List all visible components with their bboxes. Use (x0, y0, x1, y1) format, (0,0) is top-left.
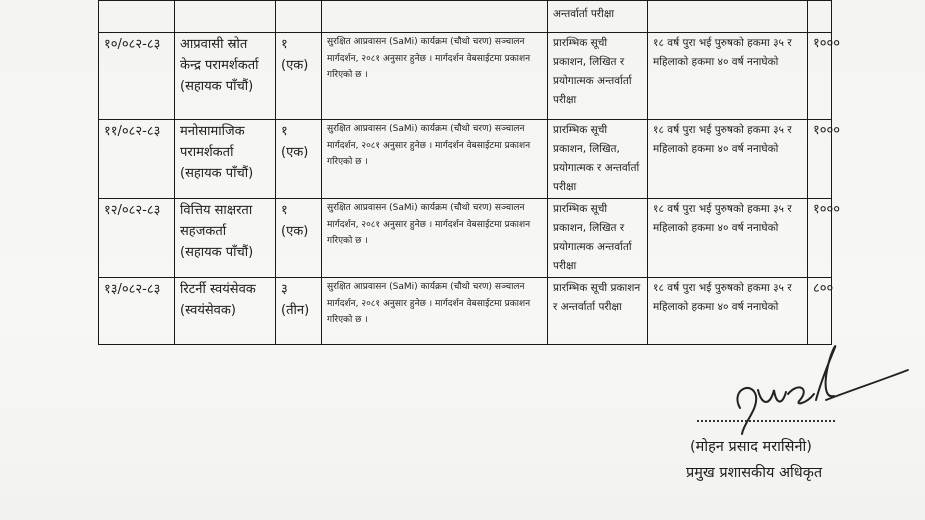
signatory-title: प्रमुख प्रशासकीय अधिकृत (686, 465, 823, 481)
count-cell: १ (एक) (276, 120, 322, 199)
post-cell: रिटर्नी स्वयंसेवक (स्वयंसेवक) (175, 278, 276, 345)
method-cell: अन्तर्वार्ता परीक्षा (548, 1, 648, 33)
table-row (99, 33, 832, 120)
description-cell: सुरक्षित आप्रवासन (SaMi) कार्यक्रम (चौथो चरण) सञ्चालन मार्गदर्शन, २०८१ अनुसार हुनेछ । मार्गदर्शन वेबसाईटमा प्रकाशन गरिएको छ । (322, 278, 548, 345)
age-cell: १८ वर्ष पुरा भई पुरुषको हकमा ३५ र महिलाको हकमा ४० वर्ष ननाघेको (648, 120, 808, 199)
post-cell: मनोसामाजिक परामर्शकर्ता (सहायक पाँचौं) (175, 120, 276, 199)
method-cell: प्रारम्भिक सूची प्रकाशन, लिखित र प्रयोगात्मक अन्तर्वार्ता परीक्षा (548, 33, 648, 120)
age-cell: १८ वर्ष पुरा भई पुरुषको हकमा ३५ र महिलाको हकमा ४० वर्ष ननाघेको (648, 33, 808, 120)
count-cell (276, 1, 322, 33)
post-cell (175, 1, 276, 33)
code-cell: १०/०८२-८३ (99, 33, 175, 120)
age-cell: १८ वर्ष पुरा भई पुरुषको हकमा ३५ र महिलाको हकमा ४० वर्ष ननाघेको (648, 199, 808, 278)
code-cell: ११/०८२-८३ (99, 120, 175, 199)
post-cell: वित्तिय साक्षरता सहजकर्ता (सहायक पाँचौं) (175, 199, 276, 278)
table-row (99, 120, 832, 199)
count-cell: १ (एक) (276, 199, 322, 278)
age-cell (648, 1, 808, 33)
code-cell (99, 1, 175, 33)
count-cell: ३ (तीन) (276, 278, 322, 345)
method-cell: प्रारम्भिक सूची प्रकाशन, लिखित र प्रयोगात्मक अन्तर्वार्ता परीक्षा (548, 199, 648, 278)
signature-line (697, 420, 835, 422)
method-cell: प्रारम्भिक सूची प्रकाशन, लिखित, प्रयोगात्मक र अन्तर्वार्ता परीक्षा (548, 120, 648, 199)
seats-cell: १००० (808, 120, 832, 199)
code-cell: १२/०८२-८३ (99, 199, 175, 278)
code-cell: १३/०८२-८३ (99, 278, 175, 345)
handwritten-signature (722, 330, 912, 440)
count-cell: १ (एक) (276, 33, 322, 120)
post-cell: आप्रवासी स्रोत केन्द्र परामर्शकर्ता (सहायक पाँचौं) (175, 33, 276, 120)
description-cell: सुरक्षित आप्रवासन (SaMi) कार्यक्रम (चौथो चरण) सञ्चालन मार्गदर्शन, २०८१ अनुसार हुनेछ । मार्गदर्शन वेबसाईटमा प्रकाशन गरिएको छ । (322, 33, 548, 120)
seats-cell: १००० (808, 199, 832, 278)
seats-cell (808, 1, 832, 33)
description-cell (322, 1, 548, 33)
table-row-fragment (99, 1, 832, 33)
description-cell: सुरक्षित आप्रवासन (SaMi) कार्यक्रम (चौथो चरण) सञ्चालन मार्गदर्शन, २०८१ अनुसार हुनेछ । मार्गदर्शन वेबसाईटमा प्रकाशन गरिएको छ । (322, 199, 548, 278)
age-cell: १८ वर्ष पुरा भई पुरुषको हकमा ३५ र महिलाको हकमा ४० वर्ष ननाघेको (648, 278, 808, 345)
seats-cell: १००० (808, 33, 832, 120)
method-cell: प्रारम्भिक सूची प्रकाशन र अन्तर्वार्ता परीक्षा (548, 278, 648, 345)
vacancy-table (98, 0, 841, 345)
signatory-name: (मोहन प्रसाद मरासिनी) (690, 439, 812, 455)
seats-cell: ८०० (808, 278, 832, 345)
table-row (99, 199, 832, 278)
description-cell: सुरक्षित आप्रवासन (SaMi) कार्यक्रम (चौथो चरण) सञ्चालन मार्गदर्शन, २०८१ अनुसार हुनेछ । मार्गदर्शन वेबसाईटमा प्रकाशन गरिएको छ । (322, 120, 548, 199)
